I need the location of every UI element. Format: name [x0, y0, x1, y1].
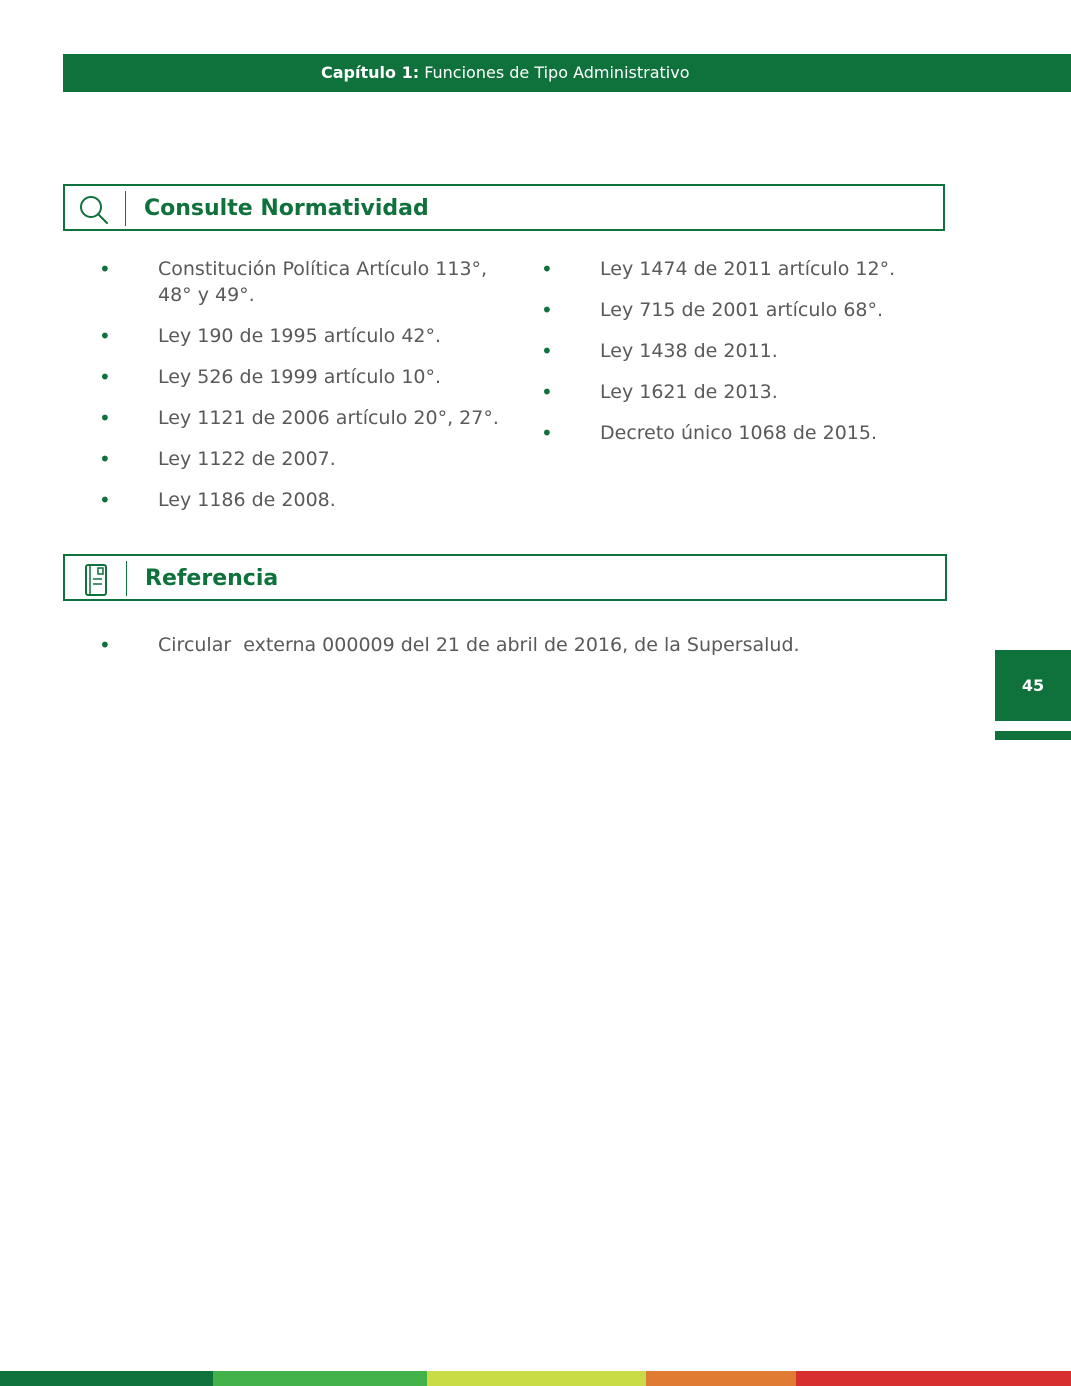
header-divider	[126, 561, 127, 596]
list-item	[95, 323, 505, 349]
bullet: •	[99, 257, 111, 281]
section-title: Consulte Normatividad	[144, 196, 429, 221]
strip-segment-yellow-green	[427, 1371, 646, 1386]
list-item-text: Ley 190 de 1995 artículo 42°.	[158, 325, 442, 347]
list-item	[95, 364, 505, 390]
list-item	[537, 420, 917, 446]
referencia-list	[95, 632, 915, 658]
list-item-text: Ley 1186 de 2008.	[158, 489, 336, 511]
bottom-color-strip	[0, 1371, 1071, 1386]
list-item	[95, 256, 505, 308]
consulte-left-list	[95, 256, 505, 513]
bullet: •	[99, 633, 111, 657]
list-item-text: Circular externa 000009 del 21 de abril de 2016, de la Supersalud.	[158, 634, 800, 656]
search-icon	[79, 195, 109, 221]
list-item	[95, 446, 505, 472]
list-item	[537, 256, 917, 282]
page-number: 45	[1021, 676, 1045, 695]
list-item-text: Ley 715 de 2001 artículo 68°.	[600, 299, 884, 321]
header-divider	[125, 191, 126, 226]
bullet: •	[99, 324, 111, 348]
list-item	[95, 405, 505, 431]
bullet: •	[541, 421, 553, 445]
chapter-heading	[321, 54, 689, 92]
bullet: •	[99, 488, 111, 512]
page-number-tab	[995, 650, 1071, 721]
list-item	[537, 338, 917, 364]
consulte-right-list	[537, 256, 917, 446]
strip-segment-green	[213, 1371, 427, 1386]
bullet: •	[99, 447, 111, 471]
bullet: •	[541, 257, 553, 281]
list-item	[537, 297, 917, 323]
referencia-header	[63, 554, 947, 601]
bullet: •	[541, 339, 553, 363]
list-item-text: Ley 1438 de 2011.	[600, 340, 778, 362]
list-item	[537, 379, 917, 405]
list-item-text: Ley 1474 de 2011 artículo 12°.	[600, 258, 896, 280]
list-item-text: Decreto único 1068 de 2015.	[600, 422, 878, 444]
list-item-text: Ley 1121 de 2006 artículo 20°, 27°.	[158, 407, 499, 429]
chapter-header-bar	[63, 54, 1071, 92]
list-item	[95, 487, 505, 513]
document-icon	[84, 563, 114, 589]
strip-segment-dark-green	[0, 1371, 213, 1386]
consulte-normatividad-header	[63, 184, 945, 231]
bullet: •	[541, 298, 553, 322]
list-item-text: Ley 1122 de 2007.	[158, 448, 336, 470]
list-item-text: Ley 526 de 1999 artículo 10°.	[158, 366, 442, 388]
page-tab-underline	[995, 731, 1071, 740]
list-item	[95, 632, 915, 658]
chapter-title: Funciones de Tipo Administrativo	[424, 63, 690, 82]
bullet: •	[99, 365, 111, 389]
list-item-text: Constitución Política Artículo 113°, 48° y 49°.	[158, 258, 488, 306]
strip-segment-orange	[646, 1371, 796, 1386]
bullet: •	[541, 380, 553, 404]
chapter-label: Capítulo 1:	[321, 63, 420, 82]
bullet: •	[99, 406, 111, 430]
list-item-text: Ley 1621 de 2013.	[600, 381, 778, 403]
strip-segment-red	[796, 1371, 1071, 1386]
section-title: Referencia	[145, 566, 279, 591]
